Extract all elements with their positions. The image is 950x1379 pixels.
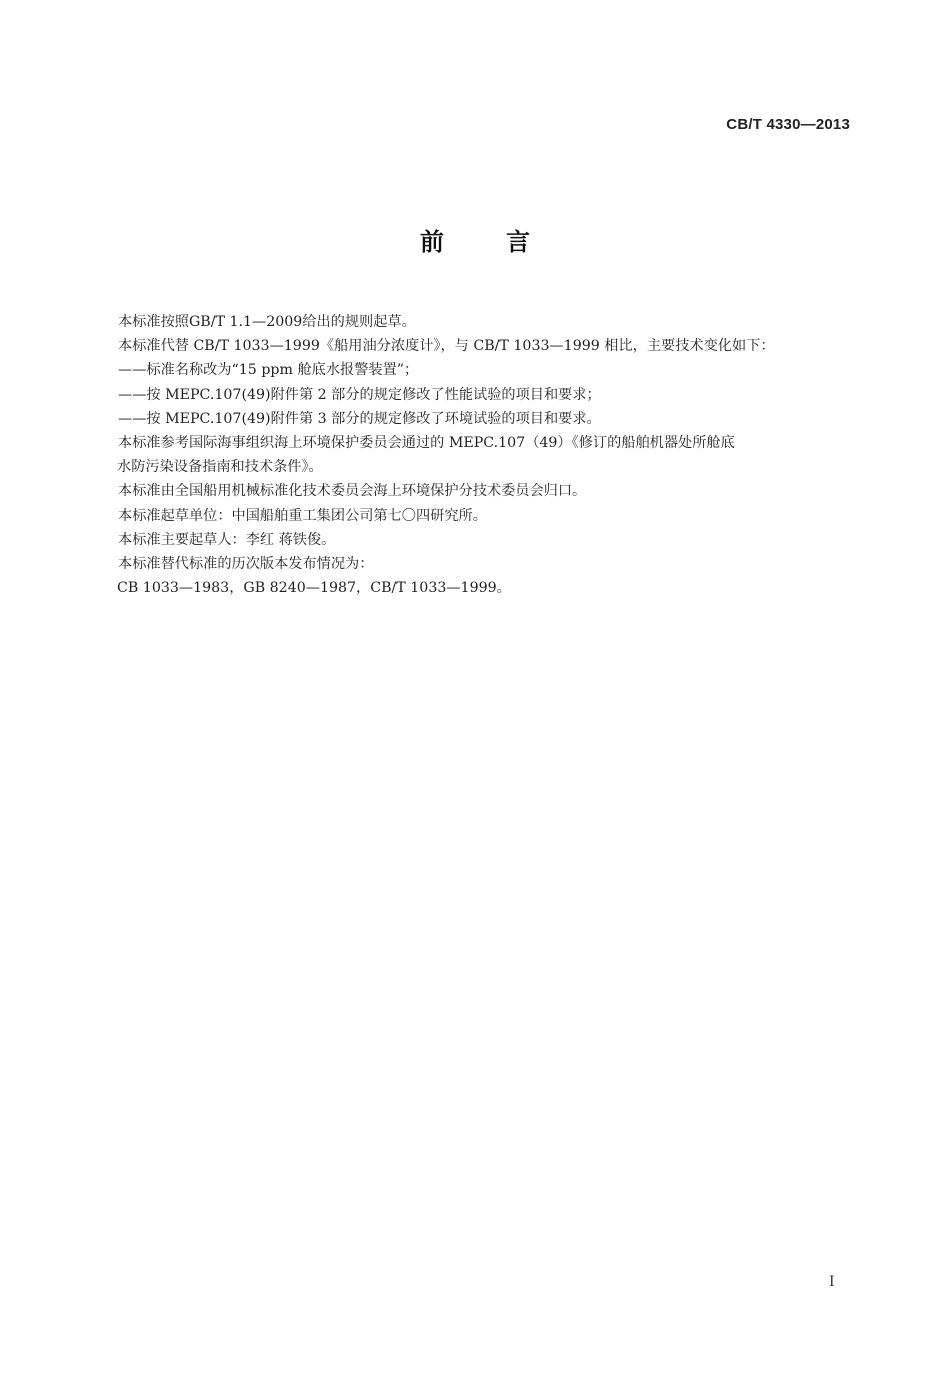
paragraph-drafting-rules: 本标准按照GB/T 1.1—2009给出的规则起草。	[118, 314, 416, 330]
paragraph-reference: 本标准参考国际海事组织海上环境保护委员会通过的 MEPC.107（49）《修订的船舶机器处所舱底	[118, 435, 735, 452]
paragraph-history-intro: 本标准替代标准的历次版本发布情况为：	[118, 556, 374, 573]
paragraph-reference-cont: 水防污染设备指南和技术条件》。	[117, 459, 323, 476]
paragraph-drafting-unit: 本标准起草单位：中国船舶重工集团公司第七〇四研究所。	[118, 507, 487, 524]
change-item-1: ——标准名称改为“15 ppm 舱底水报警装置”；	[118, 362, 419, 379]
change-item-3: ——按 MEPC.107(49)附件第 3 部分的规定修改了环境试验的项目和要求。	[118, 410, 601, 427]
standard-number: CB/T 4330—2013	[726, 116, 850, 133]
change-item-2: ——按 MEPC.107(49)附件第 2 部分的规定修改了性能试验的项目和要求；	[118, 386, 601, 403]
foreword-body	[118, 310, 858, 600]
paragraph-committee: 本标准由全国船用机械标准化技术委员会海上环境保护分技术委员会归口。	[118, 483, 587, 500]
paragraph-replaces: 本标准代替 CB/T 1033—1999《船用油分浓度计》，与 CB/T 1033—1999 相比，主要技术变化如下：	[118, 338, 775, 355]
paragraph-history-list: CB 1033—1983，GB 8240—1987，CB/T 1033—1999。	[117, 580, 511, 597]
title-char-2: 言	[506, 228, 530, 256]
page-number: I	[829, 1274, 835, 1290]
title-char-1: 前	[420, 228, 444, 256]
page-title	[0, 222, 950, 257]
paragraph-drafters: 本标准主要起草人：李红 蒋铁俊。	[118, 531, 336, 548]
